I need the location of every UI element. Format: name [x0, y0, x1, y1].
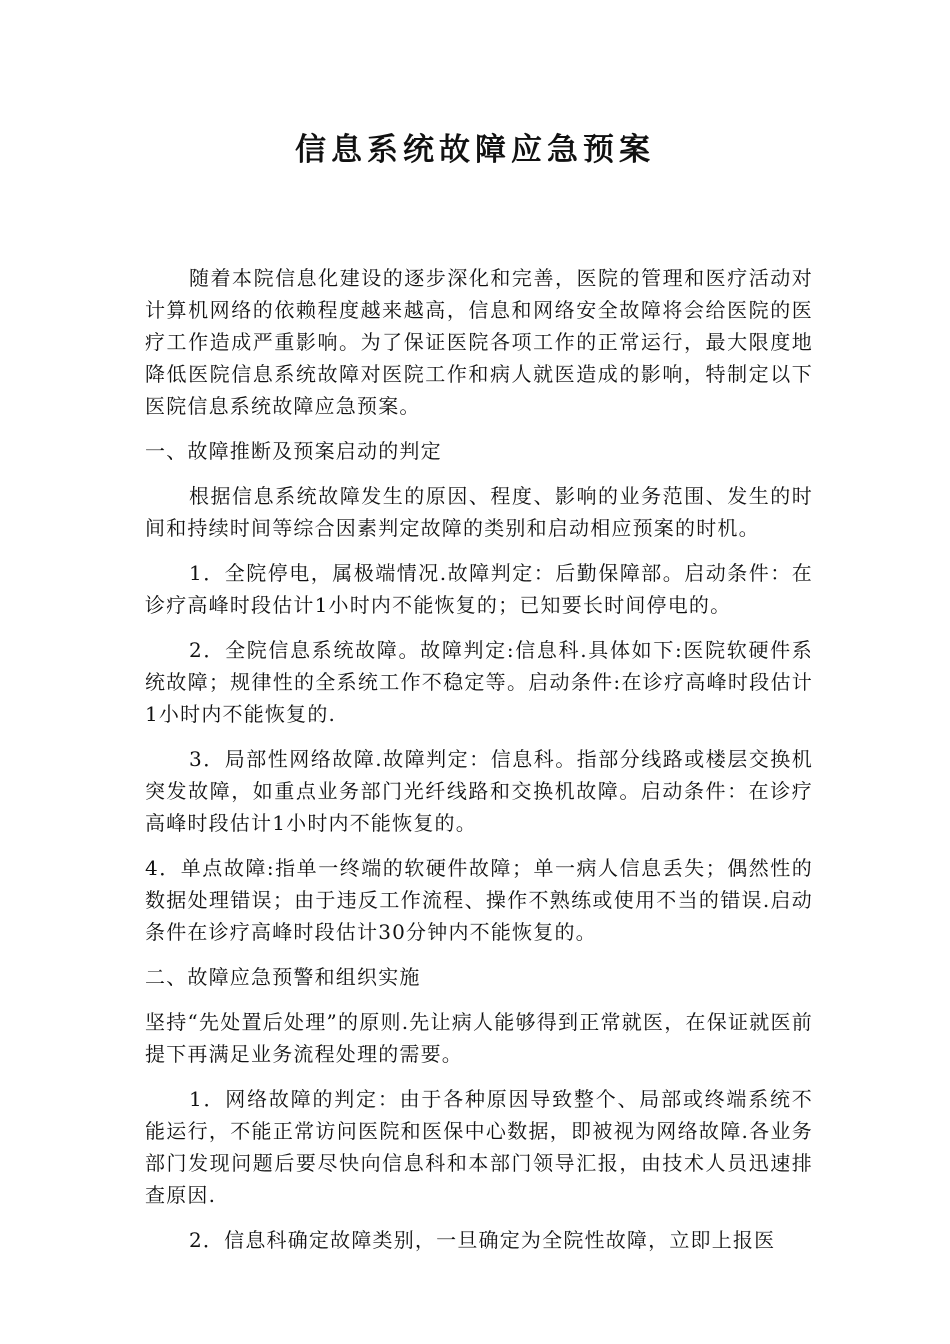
section-1-intro-paragraph: 根据信息系统故障发生的原因、程度、影响的业务范围、发生的时间和持续时间等综合因素判定故障的类别和启动相应预案的时机。 [145, 484, 813, 540]
section-heading-1: 一、故障推断及预案启动的判定 [145, 439, 442, 463]
section-2-principle-paragraph: 坚持“先处置后处理”的原则.先让病人能够得到正常就医，在保证就医前提下再满足业务流程处理的需要。 [145, 1010, 813, 1066]
section-1-item-2: 2．全院信息系统故障。故障判定:信息科.具体如下:医院软硬件系统故障；规律性的全系统工作不稳定等。启动条件:在诊疗高峰时段估计1小时内不能恢复的. [145, 638, 813, 726]
section-heading-2: 二、故障应急预警和组织实施 [145, 965, 421, 989]
section-2-item-2: 2．信息科确定故障类别，一旦确定为全院性故障，立即上报医 [189, 1228, 776, 1252]
document-body [145, 262, 813, 1269]
section-1-item-4: 4．单点故障:指单一终端的软硬件故障；单一病人信息丢失；偶然性的数据处理错误；由于违反工作流程、操作不熟练或使用不当的错误.启动条件在诊疗高峰时段估计30分钟内不能恢复的。 [145, 856, 813, 944]
intro-paragraph: 随着本院信息化建设的逐步深化和完善，医院的管理和医疗活动对计算机网络的依赖程度越来越高，信息和网络安全故障将会给医院的医疗工作造成严重影响。为了保证医院各项工作的正常运行，最大限度地降低医院信息系统故障对医院工作和病人就医造成的影响，特制定以下医院信息系统故障应急预案。 [145, 266, 813, 418]
section-2-item-1: 1．网络故障的判定：由于各种原因导致整个、局部或终端系统不能运行，不能正常访问医院和医保中心数据，即被视为网络故障.各业务部门发现问题后要尽快向信息科和本部门领导汇报，由技术人员迅速排查原因. [145, 1087, 813, 1207]
document-title: 信息系统故障应急预案 [295, 132, 655, 168]
section-1-item-1: 1．全院停电，属极端情况.故障判定：后勤保障部。启动条件：在诊疗高峰时段估计1小时内不能恢复的；已知要长时间停电的。 [145, 561, 813, 617]
section-1-item-3: 3．局部性网络故障.故障判定：信息科。指部分线路或楼层交换机突发故障，如重点业务部门光纤线路和交换机故障。启动条件：在诊疗高峰时段估计1小时内不能恢复的。 [145, 747, 813, 835]
